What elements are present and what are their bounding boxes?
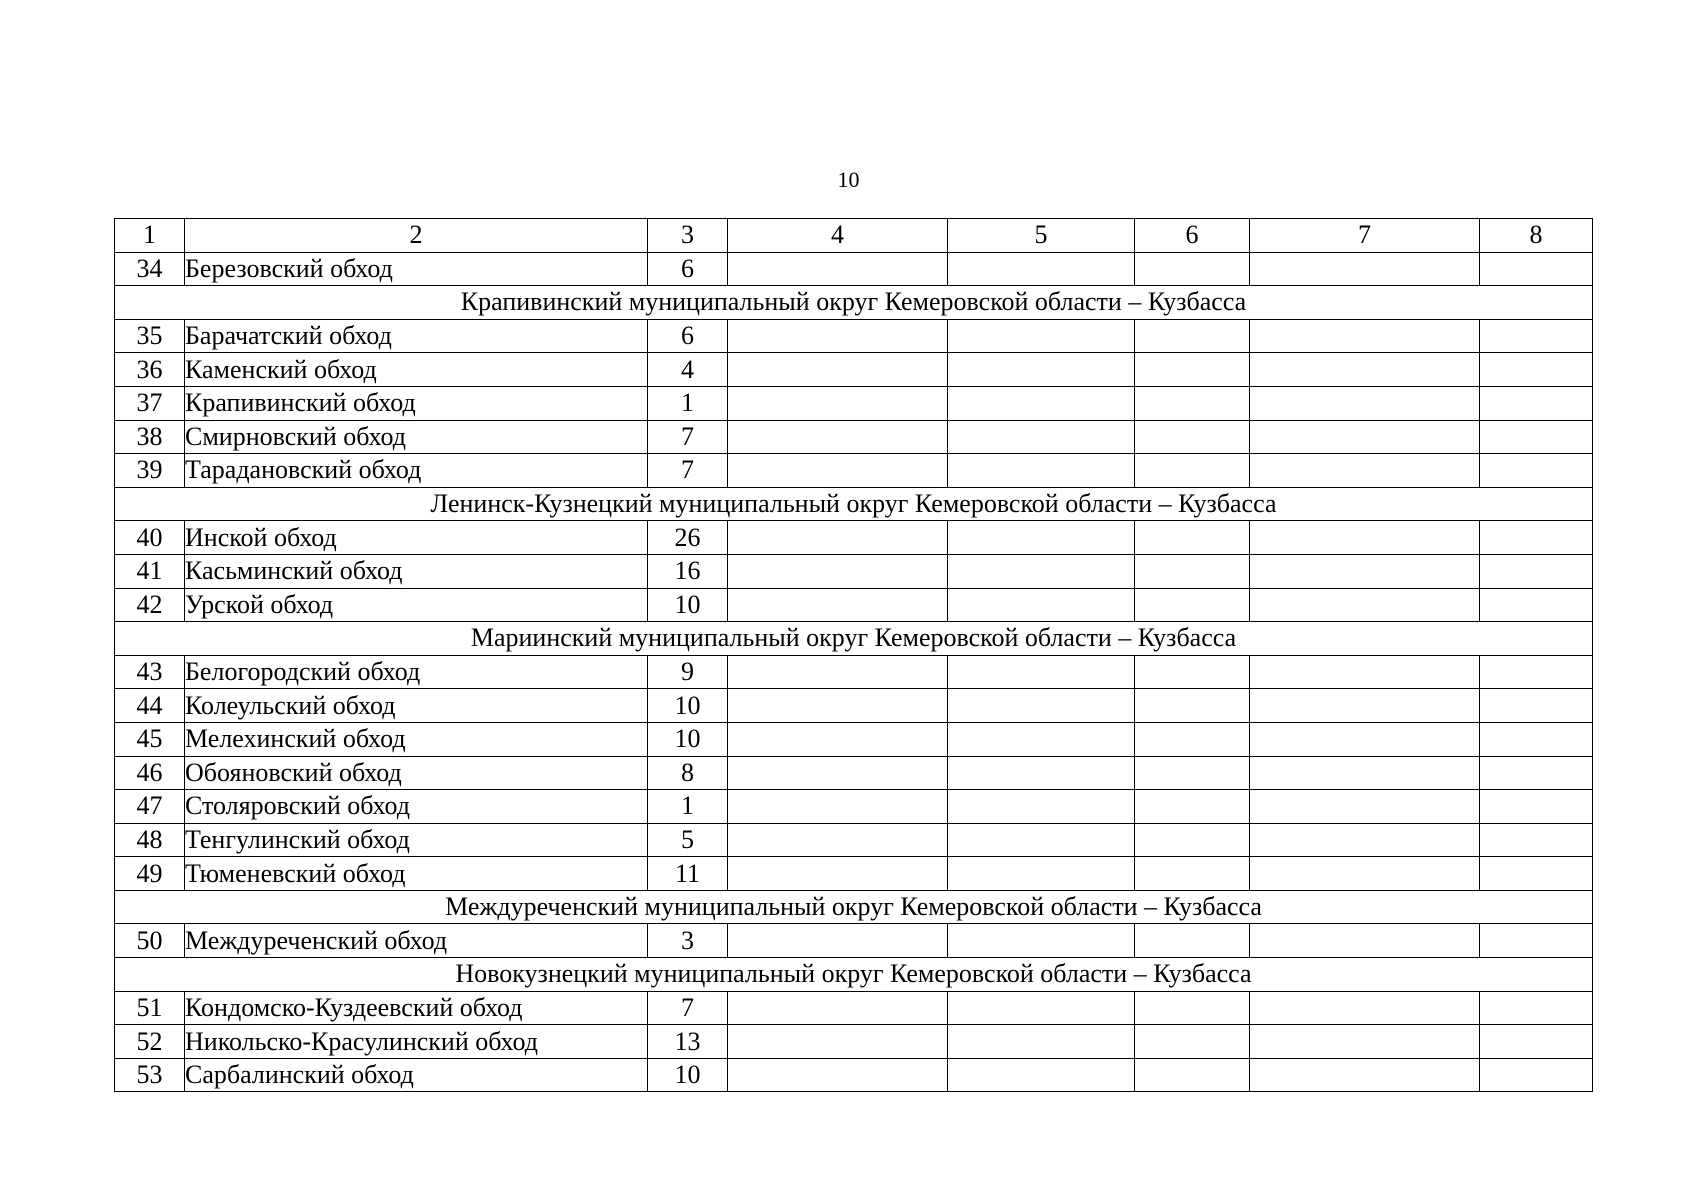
empty-cell-col-4 <box>728 722 948 756</box>
column-header-3: 3 <box>648 219 728 253</box>
empty-cell-col-4 <box>728 857 948 891</box>
empty-cell-col-6 <box>1135 1025 1250 1059</box>
quarter-count: 1 <box>648 790 728 824</box>
section-title: Новокузнецкий муниципальный округ Кемеровской области – Кузбасса <box>115 958 1593 992</box>
empty-cell-col-4 <box>728 790 948 824</box>
empty-cell-col-6 <box>1135 319 1250 353</box>
empty-cell-col-5 <box>948 252 1135 286</box>
empty-cell-col-8 <box>1480 756 1593 790</box>
column-header-2: 2 <box>185 219 648 253</box>
empty-cell-col-4 <box>728 924 948 958</box>
empty-cell-col-5 <box>948 554 1135 588</box>
row-number: 41 <box>115 554 185 588</box>
empty-cell-col-5 <box>948 689 1135 723</box>
empty-cell-col-6 <box>1135 386 1250 420</box>
empty-cell-col-6 <box>1135 790 1250 824</box>
empty-cell-col-7 <box>1250 991 1480 1025</box>
empty-cell-col-7 <box>1250 790 1480 824</box>
district-name: Тенгулинский обход <box>185 823 648 857</box>
empty-cell-col-7 <box>1250 588 1480 622</box>
district-name: Мелехинский обход <box>185 722 648 756</box>
empty-cell-col-6 <box>1135 1058 1250 1092</box>
empty-cell-col-7 <box>1250 655 1480 689</box>
empty-cell-col-5 <box>948 588 1135 622</box>
row-number: 51 <box>115 991 185 1025</box>
column-header-6: 6 <box>1135 219 1250 253</box>
empty-cell-col-6 <box>1135 353 1250 387</box>
section-row <box>115 286 1593 320</box>
empty-cell-col-5 <box>948 924 1135 958</box>
quarter-count: 10 <box>648 722 728 756</box>
empty-cell-col-6 <box>1135 924 1250 958</box>
empty-cell-col-6 <box>1135 722 1250 756</box>
empty-cell-col-7 <box>1250 353 1480 387</box>
empty-cell-col-4 <box>728 252 948 286</box>
table-row <box>115 857 1593 891</box>
empty-cell-col-5 <box>948 790 1135 824</box>
quarter-count: 11 <box>648 857 728 891</box>
row-number: 49 <box>115 857 185 891</box>
empty-cell-col-7 <box>1250 857 1480 891</box>
quarter-count: 3 <box>648 924 728 958</box>
empty-cell-col-8 <box>1480 454 1593 488</box>
empty-cell-col-8 <box>1480 991 1593 1025</box>
district-name: Каменский обход <box>185 353 648 387</box>
empty-cell-col-5 <box>948 823 1135 857</box>
row-number: 36 <box>115 353 185 387</box>
column-header-8: 8 <box>1480 219 1593 253</box>
empty-cell-col-4 <box>728 689 948 723</box>
empty-cell-col-5 <box>948 756 1135 790</box>
district-name: Белогородский обход <box>185 655 648 689</box>
empty-cell-col-4 <box>728 655 948 689</box>
table-row <box>115 1025 1593 1059</box>
empty-cell-col-8 <box>1480 1025 1593 1059</box>
row-number: 47 <box>115 790 185 824</box>
empty-cell-col-5 <box>948 353 1135 387</box>
empty-cell-col-8 <box>1480 722 1593 756</box>
empty-cell-col-6 <box>1135 823 1250 857</box>
empty-cell-col-5 <box>948 319 1135 353</box>
empty-cell-col-8 <box>1480 319 1593 353</box>
empty-cell-col-6 <box>1135 588 1250 622</box>
row-number: 48 <box>115 823 185 857</box>
empty-cell-col-5 <box>948 420 1135 454</box>
section-title: Ленинск-Кузнецкий муниципальный округ Кемеровской области – Кузбасса <box>115 487 1593 521</box>
row-number: 35 <box>115 319 185 353</box>
table-row <box>115 655 1593 689</box>
district-name: Сарбалинский обход <box>185 1058 648 1092</box>
empty-cell-col-4 <box>728 554 948 588</box>
district-name: Междуреченский обход <box>185 924 648 958</box>
empty-cell-col-8 <box>1480 353 1593 387</box>
district-name: Тараданoвский обход <box>185 454 648 488</box>
table-row <box>115 823 1593 857</box>
empty-cell-col-8 <box>1480 689 1593 723</box>
district-name: Смирновский обход <box>185 420 648 454</box>
empty-cell-col-7 <box>1250 386 1480 420</box>
empty-cell-col-4 <box>728 823 948 857</box>
row-number: 39 <box>115 454 185 488</box>
empty-cell-col-8 <box>1480 655 1593 689</box>
empty-cell-col-5 <box>948 521 1135 555</box>
district-name: Инской обход <box>185 521 648 555</box>
row-number: 46 <box>115 756 185 790</box>
empty-cell-col-7 <box>1250 689 1480 723</box>
table-row <box>115 689 1593 723</box>
empty-cell-col-8 <box>1480 588 1593 622</box>
empty-cell-col-7 <box>1250 823 1480 857</box>
empty-cell-col-5 <box>948 991 1135 1025</box>
quarter-count: 10 <box>648 1058 728 1092</box>
empty-cell-col-6 <box>1135 521 1250 555</box>
row-number: 42 <box>115 588 185 622</box>
empty-cell-col-6 <box>1135 857 1250 891</box>
empty-cell-col-5 <box>948 722 1135 756</box>
page-number: 10 <box>837 167 860 192</box>
empty-cell-col-6 <box>1135 420 1250 454</box>
empty-cell-col-6 <box>1135 454 1250 488</box>
empty-cell-col-7 <box>1250 924 1480 958</box>
quarter-count: 7 <box>648 454 728 488</box>
empty-cell-col-5 <box>948 655 1135 689</box>
table-row <box>115 1058 1593 1092</box>
quarter-count: 4 <box>648 353 728 387</box>
quarter-count: 7 <box>648 991 728 1025</box>
table-row <box>115 722 1593 756</box>
table-row <box>115 252 1593 286</box>
empty-cell-col-4 <box>728 521 948 555</box>
empty-cell-col-8 <box>1480 252 1593 286</box>
empty-cell-col-8 <box>1480 386 1593 420</box>
empty-cell-col-4 <box>728 386 948 420</box>
district-name: Барачатский обход <box>185 319 648 353</box>
table-row <box>115 991 1593 1025</box>
quarter-count: 10 <box>648 588 728 622</box>
empty-cell-col-7 <box>1250 420 1480 454</box>
section-row <box>115 890 1593 924</box>
district-name: Урской обход <box>185 588 648 622</box>
empty-cell-col-6 <box>1135 756 1250 790</box>
empty-cell-col-4 <box>728 1058 948 1092</box>
district-name: Касьминский обход <box>185 554 648 588</box>
empty-cell-col-6 <box>1135 655 1250 689</box>
empty-cell-col-5 <box>948 857 1135 891</box>
quarter-count: 16 <box>648 554 728 588</box>
quarter-count: 9 <box>648 655 728 689</box>
table-row <box>115 521 1593 555</box>
row-number: 43 <box>115 655 185 689</box>
empty-cell-col-8 <box>1480 924 1593 958</box>
table-row <box>115 353 1593 387</box>
empty-cell-col-8 <box>1480 420 1593 454</box>
empty-cell-col-6 <box>1135 689 1250 723</box>
row-number: 40 <box>115 521 185 555</box>
empty-cell-col-6 <box>1135 554 1250 588</box>
forest-districts-table <box>114 218 1593 1092</box>
district-name: Крапивинский обход <box>185 386 648 420</box>
empty-cell-col-5 <box>948 1058 1135 1092</box>
table-row <box>115 420 1593 454</box>
empty-cell-col-7 <box>1250 1058 1480 1092</box>
empty-cell-col-8 <box>1480 554 1593 588</box>
row-number: 37 <box>115 386 185 420</box>
table-body <box>115 219 1593 1092</box>
column-header-5: 5 <box>948 219 1135 253</box>
empty-cell-col-8 <box>1480 823 1593 857</box>
section-title: Крапивинский муниципальный округ Кемеровской области – Кузбасса <box>115 286 1593 320</box>
district-name: Столяровский обход <box>185 790 648 824</box>
empty-cell-col-4 <box>728 319 948 353</box>
empty-cell-col-7 <box>1250 454 1480 488</box>
row-number: 52 <box>115 1025 185 1059</box>
empty-cell-col-5 <box>948 386 1135 420</box>
quarter-count: 5 <box>648 823 728 857</box>
district-name: Кондомско-Куздеевский обход <box>185 991 648 1025</box>
quarter-count: 1 <box>648 386 728 420</box>
section-row <box>115 487 1593 521</box>
row-number: 34 <box>115 252 185 286</box>
empty-cell-col-8 <box>1480 790 1593 824</box>
quarter-count: 10 <box>648 689 728 723</box>
empty-cell-col-7 <box>1250 319 1480 353</box>
empty-cell-col-5 <box>948 1025 1135 1059</box>
empty-cell-col-4 <box>728 353 948 387</box>
row-number: 50 <box>115 924 185 958</box>
table-row <box>115 554 1593 588</box>
empty-cell-col-8 <box>1480 1058 1593 1092</box>
district-name: Колеульский обход <box>185 689 648 723</box>
table-row <box>115 386 1593 420</box>
empty-cell-col-4 <box>728 756 948 790</box>
table-row <box>115 319 1593 353</box>
empty-cell-col-4 <box>728 454 948 488</box>
empty-cell-col-4 <box>728 420 948 454</box>
empty-cell-col-8 <box>1480 857 1593 891</box>
empty-cell-col-4 <box>728 991 948 1025</box>
column-header-4: 4 <box>728 219 948 253</box>
empty-cell-col-6 <box>1135 252 1250 286</box>
section-row <box>115 622 1593 656</box>
table-row <box>115 790 1593 824</box>
empty-cell-col-7 <box>1250 1025 1480 1059</box>
row-number: 44 <box>115 689 185 723</box>
district-name: Никольско-Красулинский обход <box>185 1025 648 1059</box>
empty-cell-col-7 <box>1250 756 1480 790</box>
district-name: Березовский обход <box>185 252 648 286</box>
table-row <box>115 756 1593 790</box>
empty-cell-col-5 <box>948 454 1135 488</box>
empty-cell-col-6 <box>1135 991 1250 1025</box>
empty-cell-col-7 <box>1250 554 1480 588</box>
empty-cell-col-8 <box>1480 521 1593 555</box>
section-title: Мариинский муниципальный округ Кемеровской области – Кузбасса <box>115 622 1593 656</box>
quarter-count: 7 <box>648 420 728 454</box>
empty-cell-col-4 <box>728 588 948 622</box>
empty-cell-col-4 <box>728 1025 948 1059</box>
empty-cell-col-7 <box>1250 521 1480 555</box>
table-row <box>115 588 1593 622</box>
district-name: Обояновский обход <box>185 756 648 790</box>
quarter-count: 8 <box>648 756 728 790</box>
section-row <box>115 958 1593 992</box>
district-name: Тюменевский обход <box>185 857 648 891</box>
section-title: Междуреченский муниципальный округ Кемеровской области – Кузбасса <box>115 890 1593 924</box>
quarter-count: 6 <box>648 319 728 353</box>
quarter-count: 26 <box>648 521 728 555</box>
empty-cell-col-7 <box>1250 722 1480 756</box>
column-header-7: 7 <box>1250 219 1480 253</box>
row-number: 45 <box>115 722 185 756</box>
column-header-1: 1 <box>115 219 185 253</box>
row-number: 53 <box>115 1058 185 1092</box>
table-header-row <box>115 219 1593 253</box>
quarter-count: 6 <box>648 252 728 286</box>
empty-cell-col-7 <box>1250 252 1480 286</box>
quarter-count: 13 <box>648 1025 728 1059</box>
table-row <box>115 454 1593 488</box>
table-row <box>115 924 1593 958</box>
row-number: 38 <box>115 420 185 454</box>
